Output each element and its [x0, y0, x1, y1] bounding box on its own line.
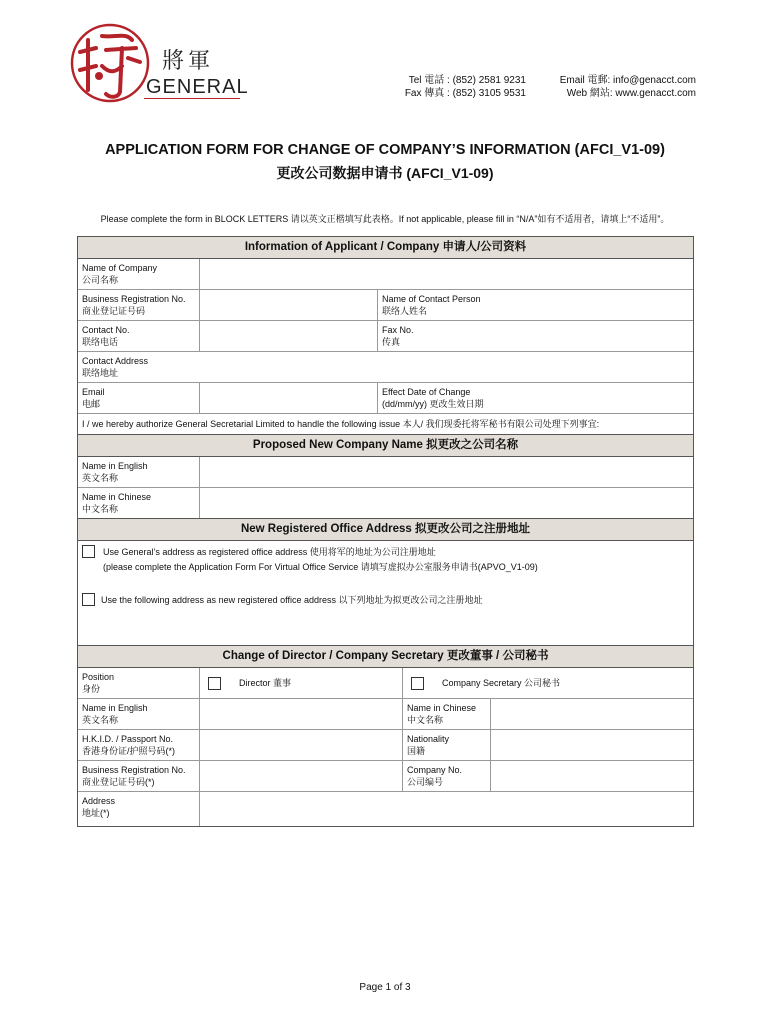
label-cn: 公司编号: [407, 777, 444, 787]
logo-chinese-text: 將軍: [162, 48, 215, 73]
director-address-field[interactable]: [200, 792, 693, 826]
section-applicant-heading: Information of Applicant / Company 申请人/公司资料: [78, 237, 693, 259]
new-name-english-label: [78, 457, 200, 487]
email-line: Email 電郵: info@genacct.com: [559, 75, 696, 86]
label-en: Fax No.: [382, 325, 414, 335]
br-no-label: [78, 290, 200, 320]
fax-no-field[interactable]: [553, 321, 693, 351]
contact-no-field[interactable]: [200, 321, 378, 351]
label-en: Name in English: [82, 461, 148, 471]
label-cn: 联络地址: [82, 368, 119, 378]
label-cn: (dd/mm/yy) 更改生效日期: [382, 399, 484, 409]
option2-text: Use the following address as new registered office address 以下列地址为拟更改公司之注册地址: [101, 595, 483, 605]
label-cn: 商业登记证号码(*): [82, 777, 155, 787]
email-web-block: [540, 74, 696, 100]
logo-underline: [144, 98, 240, 99]
contact-person-label: [378, 290, 553, 320]
br-no-field[interactable]: [200, 290, 378, 320]
address-option-following: [78, 589, 693, 645]
label-en: Effect Date of Change: [382, 387, 471, 397]
position-label: [78, 668, 200, 698]
fax-no-label: [378, 321, 553, 351]
label-cn: 公司名称: [82, 275, 119, 285]
secretary-option: [403, 668, 693, 698]
hkid-label: [78, 730, 200, 760]
secretary-label: Company Secretary 公司秘书: [442, 678, 561, 688]
label-cn: 中文名称: [82, 504, 119, 514]
company-no-label: [403, 761, 491, 791]
page-number: Page 1 of 3: [359, 982, 411, 993]
new-name-english-row: [78, 457, 693, 488]
label-en: Contact Address: [82, 356, 149, 366]
form-title-english: APPLICATION FORM FOR CHANGE OF COMPANY’S INFORMATION (AFCI_V1-09): [105, 142, 665, 158]
application-form: [77, 236, 694, 827]
company-name-row: [78, 259, 693, 290]
label-cn: 地址(*): [82, 808, 110, 818]
br-contact-person-row: [78, 290, 693, 321]
label-en: H.K.I.D. / Passport No.: [82, 734, 174, 744]
label-en: Address: [82, 796, 116, 806]
effect-date-field[interactable]: [553, 383, 693, 413]
secretary-checkbox[interactable]: [411, 677, 424, 690]
label-cn: 身份: [82, 684, 101, 694]
new-name-chinese-row: [78, 488, 693, 519]
label-en: Business Registration No.: [82, 765, 186, 775]
web-line: Web 網站: www.genacct.com: [566, 88, 696, 99]
br-company-no-row: [78, 761, 693, 792]
label-cn: 联络人姓名: [382, 306, 428, 316]
director-br-no-field[interactable]: [200, 761, 403, 791]
label-en: Email: [82, 387, 105, 397]
email-date-row: [78, 383, 693, 414]
contact-no-label: [78, 321, 200, 351]
logo-english-text: GENERAL: [146, 76, 249, 98]
option1-line2: (please complete the Application Form For Virtual Office Service 请填写虚拟办公室服务申请书(APVO_V1-09): [103, 562, 538, 572]
label-cn: 联络电话: [82, 337, 119, 347]
contact-address-row: [78, 352, 693, 383]
effect-date-label: [378, 383, 553, 413]
company-name-field[interactable]: [200, 259, 693, 289]
position-row: [78, 668, 693, 699]
address-option-general-text: [103, 545, 538, 575]
label-en: Name in English: [82, 703, 148, 713]
label-en: Company No.: [407, 765, 463, 775]
email-label: [78, 383, 200, 413]
label-en: Name of Contact Person: [382, 294, 481, 304]
director-name-row: [78, 699, 693, 730]
new-name-chinese-label: [78, 488, 200, 518]
phone-fax-block: [380, 74, 526, 100]
tel-line: Tel 電話 : (852) 2581 9231: [408, 75, 526, 86]
director-checkbox[interactable]: [208, 677, 221, 690]
label-en: Contact No.: [82, 325, 130, 335]
label-cn: 英文名称: [82, 473, 119, 483]
label-en: Name of Company: [82, 263, 158, 273]
director-label: Director 董事: [239, 678, 292, 688]
label-cn: 中文名称: [407, 715, 444, 725]
company-name-label: [78, 259, 200, 289]
use-general-address-checkbox[interactable]: [82, 545, 95, 558]
address-option-general: [78, 541, 693, 589]
authorization-statement: I / we hereby authorize General Secretarial Limited to handle the following issue 本人/ 我们现委托将军秘书有限公司处理下列事宜:: [78, 414, 693, 435]
contact-address-field[interactable]: [200, 352, 693, 382]
label-cn: 商业登记证号码: [82, 306, 146, 316]
director-br-no-label: [78, 761, 200, 791]
fax-line: Fax 傳真 : (852) 3105 9531: [404, 88, 526, 99]
director-name-chinese-label: [403, 699, 491, 729]
label-en: Position: [82, 672, 115, 682]
label-en: Name in Chinese: [82, 492, 152, 502]
contact-person-field[interactable]: [553, 290, 693, 320]
new-name-english-field[interactable]: [200, 457, 693, 487]
label-en: Name in Chinese: [407, 703, 477, 713]
label-en: Nationality: [407, 734, 450, 744]
director-name-english-label: [78, 699, 200, 729]
new-name-chinese-field[interactable]: [200, 488, 693, 518]
director-name-english-field[interactable]: [200, 699, 403, 729]
label-en: Business Registration No.: [82, 294, 186, 304]
director-name-chinese-field[interactable]: [491, 699, 693, 729]
label-cn: 英文名称: [82, 715, 119, 725]
company-no-field[interactable]: [491, 761, 693, 791]
label-cn: 香港身份证/护照号码(*): [82, 746, 175, 756]
company-logo: [66, 18, 249, 108]
section-office-address-heading: New Registered Office Address 拟更改公司之注册地址: [78, 519, 693, 541]
director-address-row: [78, 792, 693, 826]
director-option: [200, 668, 403, 698]
contact-address-label: [78, 352, 200, 382]
form-instruction: Please complete the form in BLOCK LETTERS 请以英文正楷填写此表格。If not applicable, please fill in “N/A”如有不适用者，请填上“不适用”。: [100, 214, 670, 224]
contact-fax-row: [78, 321, 693, 352]
option1-line1: Use General’s address as registered office address 使用将军的地址为公司注册地址: [103, 547, 436, 557]
label-cn: 电邮: [82, 399, 101, 409]
hkid-nationality-row: [78, 730, 693, 761]
use-following-address-checkbox[interactable]: [82, 593, 95, 606]
hkid-field[interactable]: [200, 730, 403, 760]
section-director-heading: Change of Director / Company Secretary 更改董事 / 公司秘书: [78, 645, 693, 668]
director-address-label: [78, 792, 200, 826]
label-cn: 国籍: [407, 746, 426, 756]
nationality-label: [403, 730, 491, 760]
form-title-chinese: 更改公司数据申请书 (AFCI_V1-09): [276, 165, 494, 181]
label-cn: 传真: [382, 337, 401, 347]
section-new-name-heading: Proposed New Company Name 拟更改之公司名称: [78, 435, 693, 457]
email-field[interactable]: [200, 383, 378, 413]
nationality-field[interactable]: [491, 730, 693, 760]
